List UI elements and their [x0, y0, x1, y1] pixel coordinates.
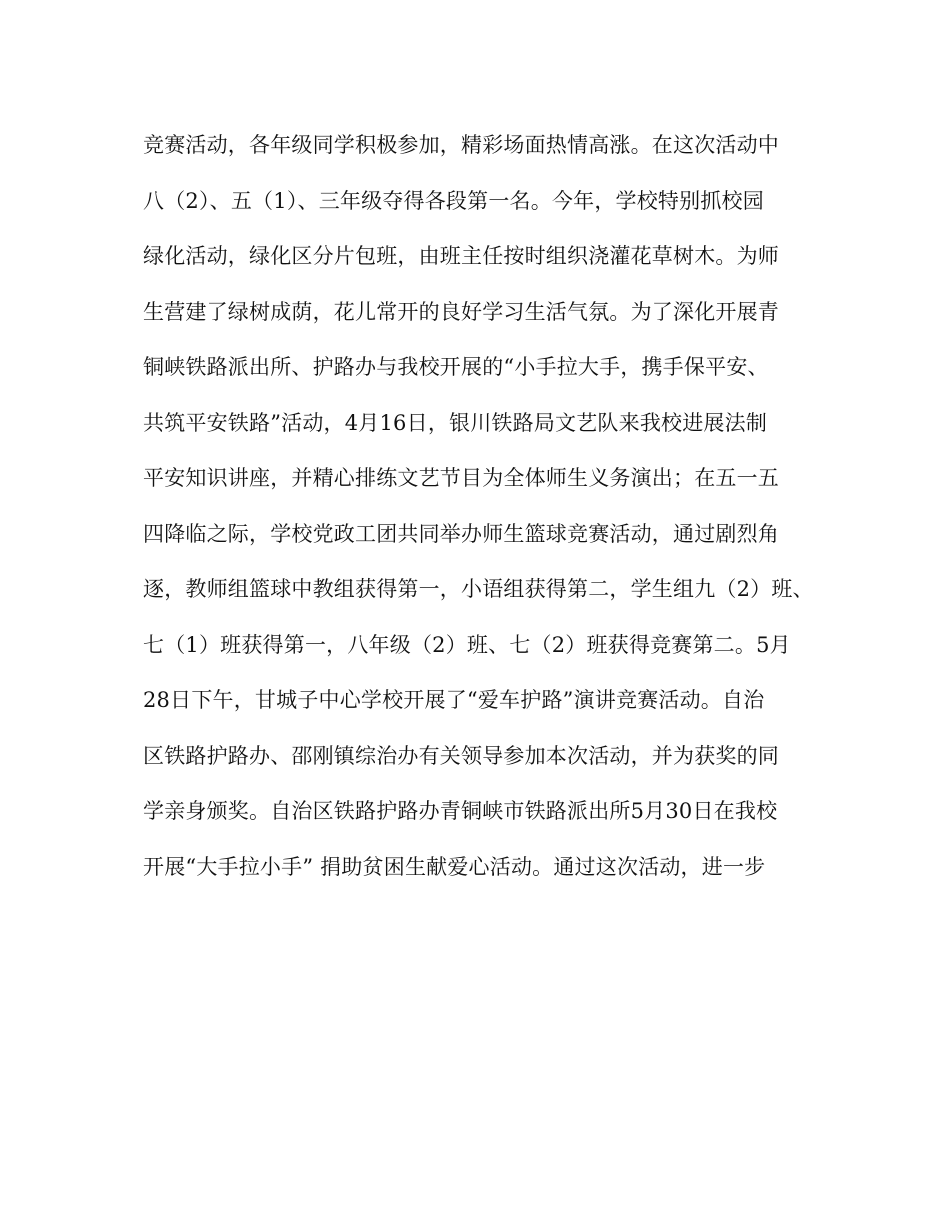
body-text — [143, 118, 833, 895]
text-line-14: 开展“大手拉小手” 捐助贫困生献爱心活动。通过这次活动，进一步 — [143, 854, 766, 879]
text-line-13: 学亲身颁奖。自治区铁路护路办青铜峡市铁路派出所5月30日在我校 — [143, 799, 778, 823]
text-line-3: 绿化活动，绿化区分片包班，由班主任按时组织浇灌花草树木。为师 — [143, 244, 779, 268]
text-line-4: 生营建了绿树成荫，花儿常开的良好学习生活气氛。为了深化开展青 — [143, 299, 779, 324]
text-line-1: 竞赛活动，各年级同学积极参加，精彩场面热情高涨。在这次活动中 — [143, 133, 779, 157]
text-line-2: 八（2）、五（1）、三年级夺得各段第一名。今年，学校特别抓校园 — [143, 188, 764, 213]
text-line-11: 28日下午，甘城子中心学校开展了“爱车护路”演讲竞赛活动。自治 — [143, 688, 765, 712]
text-line-9: 逐，教师组篮球中教组获得第一，小语组获得第二，学生组九（2）班、 — [143, 577, 814, 601]
text-line-7: 平安知识讲座，并精心排练文艺节目为全体师生义务演出；在五一五 — [143, 466, 779, 490]
text-line-6: 共筑平安铁路”活动，4月16日，银川铁路局文艺队来我校进展法制 — [143, 410, 768, 435]
text-line-8: 四降临之际，学校党政工团共同举办师生篮球竞赛活动，通过剧烈角 — [143, 521, 779, 546]
text-line-12: 区铁路护路办、邵刚镇综治办有关领导参加本次活动，并为获奖的同 — [143, 743, 779, 768]
text-line-10: 七（1）班获得第一，八年级（2）班、七（2）班获得竞赛第二。5月 — [143, 632, 791, 657]
text-line-5: 铜峡铁路派出所、护路办与我校开展的“小手拉大手，携手保平安、 — [143, 355, 769, 379]
